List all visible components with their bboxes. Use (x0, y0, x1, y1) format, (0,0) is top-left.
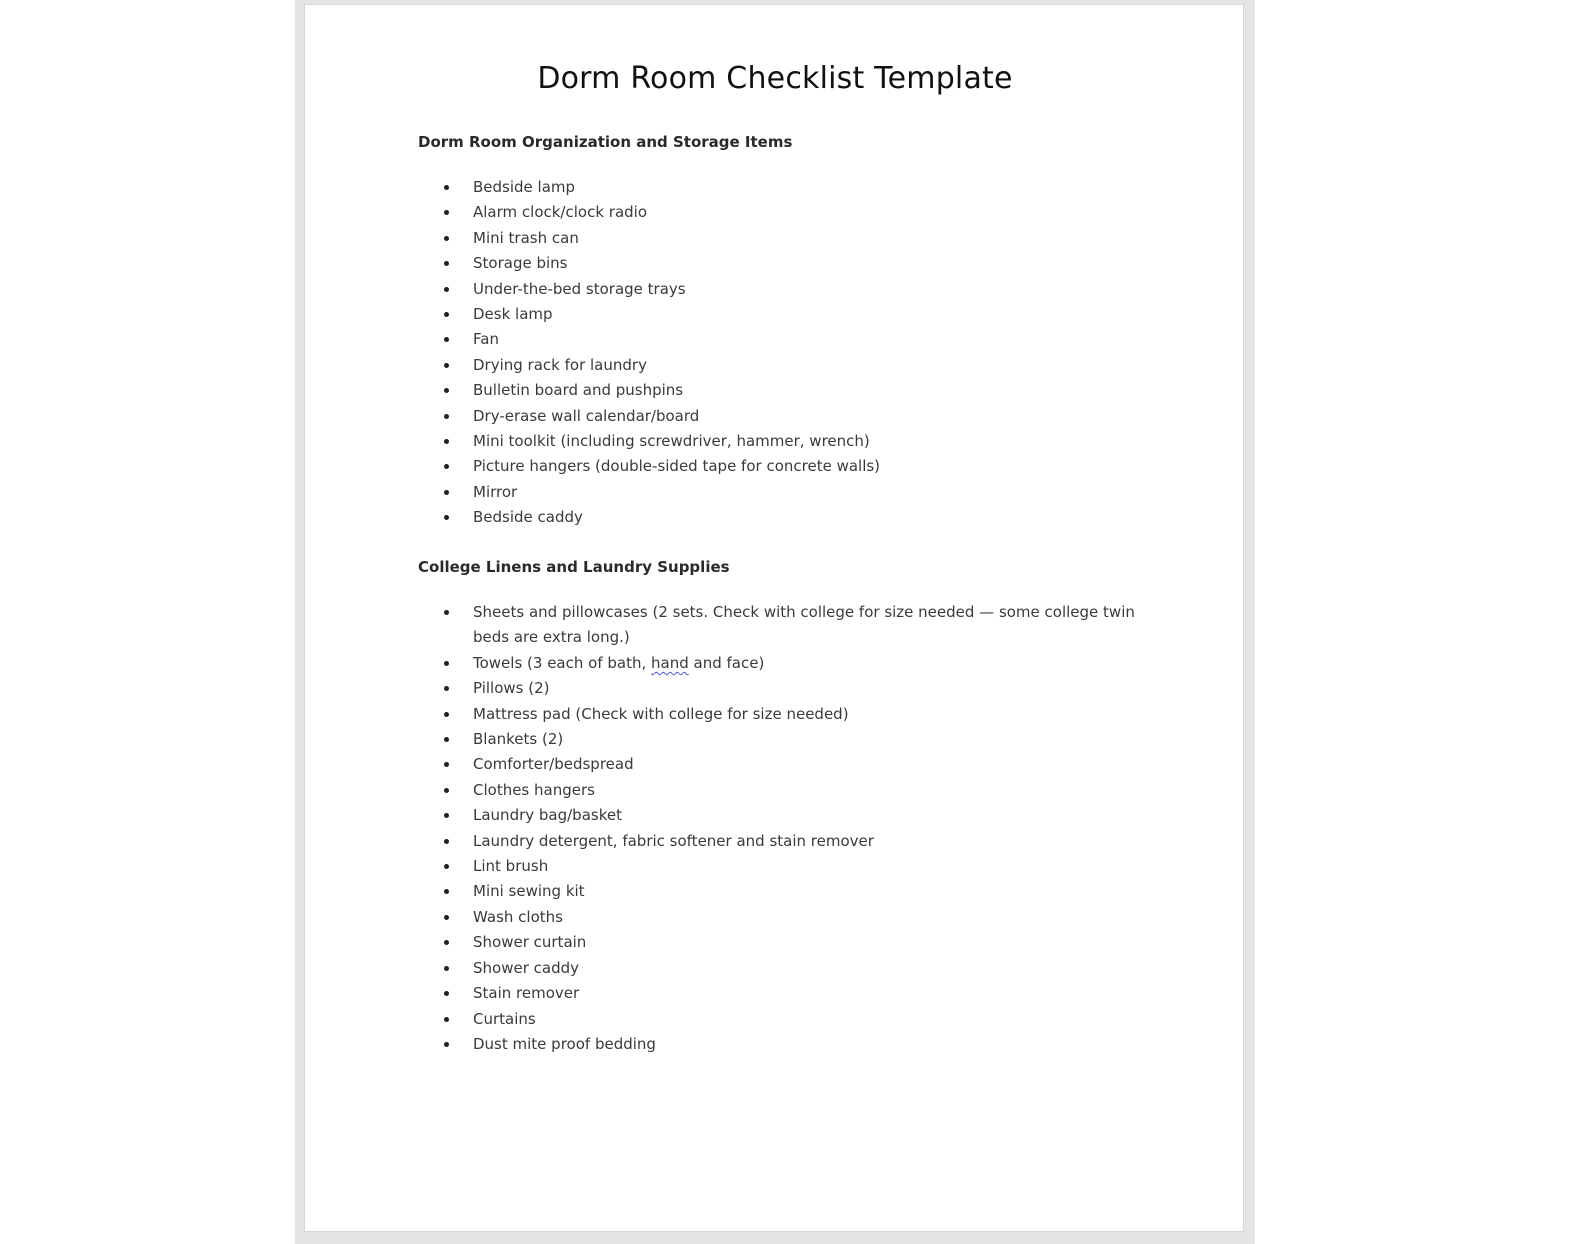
bullet-icon (444, 966, 449, 971)
bullet-icon (444, 889, 449, 894)
section-heading-linens: College Linens and Laundry Supplies (418, 558, 730, 576)
bullet-icon (444, 661, 449, 666)
list-item: Bulletin board and pushpins (435, 378, 880, 403)
list-item: Dry-erase wall calendar/board (435, 404, 880, 429)
list-item: Laundry detergent, fabric softener and stain remover (435, 829, 1153, 854)
list-item: Mini sewing kit (435, 879, 1153, 904)
list-item: Clothes hangers (435, 778, 1153, 803)
list-item: Bedside caddy (435, 505, 880, 530)
list-item: Laundry bag/basket (435, 803, 1153, 828)
list-item: Towels (3 each of bath, hand and face) (435, 651, 1153, 676)
bullet-icon (444, 388, 449, 393)
bullet-icon (444, 287, 449, 292)
bullet-icon (444, 737, 449, 742)
list-item: Mini toolkit (including screwdriver, hammer, wrench) (435, 429, 880, 454)
bullet-icon (444, 788, 449, 793)
bullet-icon (444, 261, 449, 266)
bullet-icon (444, 813, 449, 818)
list-item: Fan (435, 327, 880, 352)
bullet-icon (444, 839, 449, 844)
list-item: Mirror (435, 480, 880, 505)
bullet-icon (444, 686, 449, 691)
list-item: Shower curtain (435, 930, 1153, 955)
list-item: Sheets and pillowcases (2 sets. Check with college for size needed — some college twin beds are extra long.) (435, 600, 1153, 651)
bullet-icon (444, 864, 449, 869)
bullet-icon (444, 762, 449, 767)
bullet-icon (444, 312, 449, 317)
bullet-icon (444, 185, 449, 190)
list-item: Picture hangers (double-sided tape for concrete walls) (435, 454, 880, 479)
bullet-icon (444, 1042, 449, 1047)
list-item: Wash cloths (435, 905, 1153, 930)
list-item: Comforter/bedspread (435, 752, 1153, 777)
list-item: Alarm clock/clock radio (435, 200, 880, 225)
bullet-icon (444, 915, 449, 920)
list-item: Dust mite proof bedding (435, 1032, 1153, 1057)
bullet-icon (444, 464, 449, 469)
bullet-icon (444, 414, 449, 419)
list-item: Mini trash can (435, 226, 880, 251)
list-item: Mattress pad (Check with college for size needed) (435, 702, 1153, 727)
list-item: Shower caddy (435, 956, 1153, 981)
bullet-icon (444, 515, 449, 520)
document-title: Dorm Room Checklist Template (537, 61, 1013, 96)
list-item: Bedside lamp (435, 175, 880, 200)
bullet-icon (444, 712, 449, 717)
list-item: Desk lamp (435, 302, 880, 327)
bullet-icon (444, 236, 449, 241)
list-item: Blankets (2) (435, 727, 1153, 752)
section-heading-storage: Dorm Room Organization and Storage Items (418, 133, 793, 151)
bullet-icon (444, 439, 449, 444)
list-item: Stain remover (435, 981, 1153, 1006)
bullet-icon (444, 991, 449, 996)
list-item: Curtains (435, 1007, 1153, 1032)
bullet-icon (444, 210, 449, 215)
linens-items-list (435, 600, 1153, 1057)
spellcheck-flagged-word[interactable]: hand (651, 653, 689, 672)
bullet-icon (444, 363, 449, 368)
list-item: Lint brush (435, 854, 1153, 879)
bullet-icon (444, 337, 449, 342)
bullet-icon (444, 490, 449, 495)
bullet-icon (444, 1017, 449, 1022)
bullet-icon (444, 610, 449, 615)
list-item: Under-the-bed storage trays (435, 277, 880, 302)
list-item: Storage bins (435, 251, 880, 276)
list-item: Pillows (2) (435, 676, 1153, 701)
storage-items-list (435, 175, 880, 531)
list-item: Drying rack for laundry (435, 353, 880, 378)
document-page (304, 4, 1244, 1232)
bullet-icon (444, 940, 449, 945)
page-frame (295, 0, 1255, 1244)
